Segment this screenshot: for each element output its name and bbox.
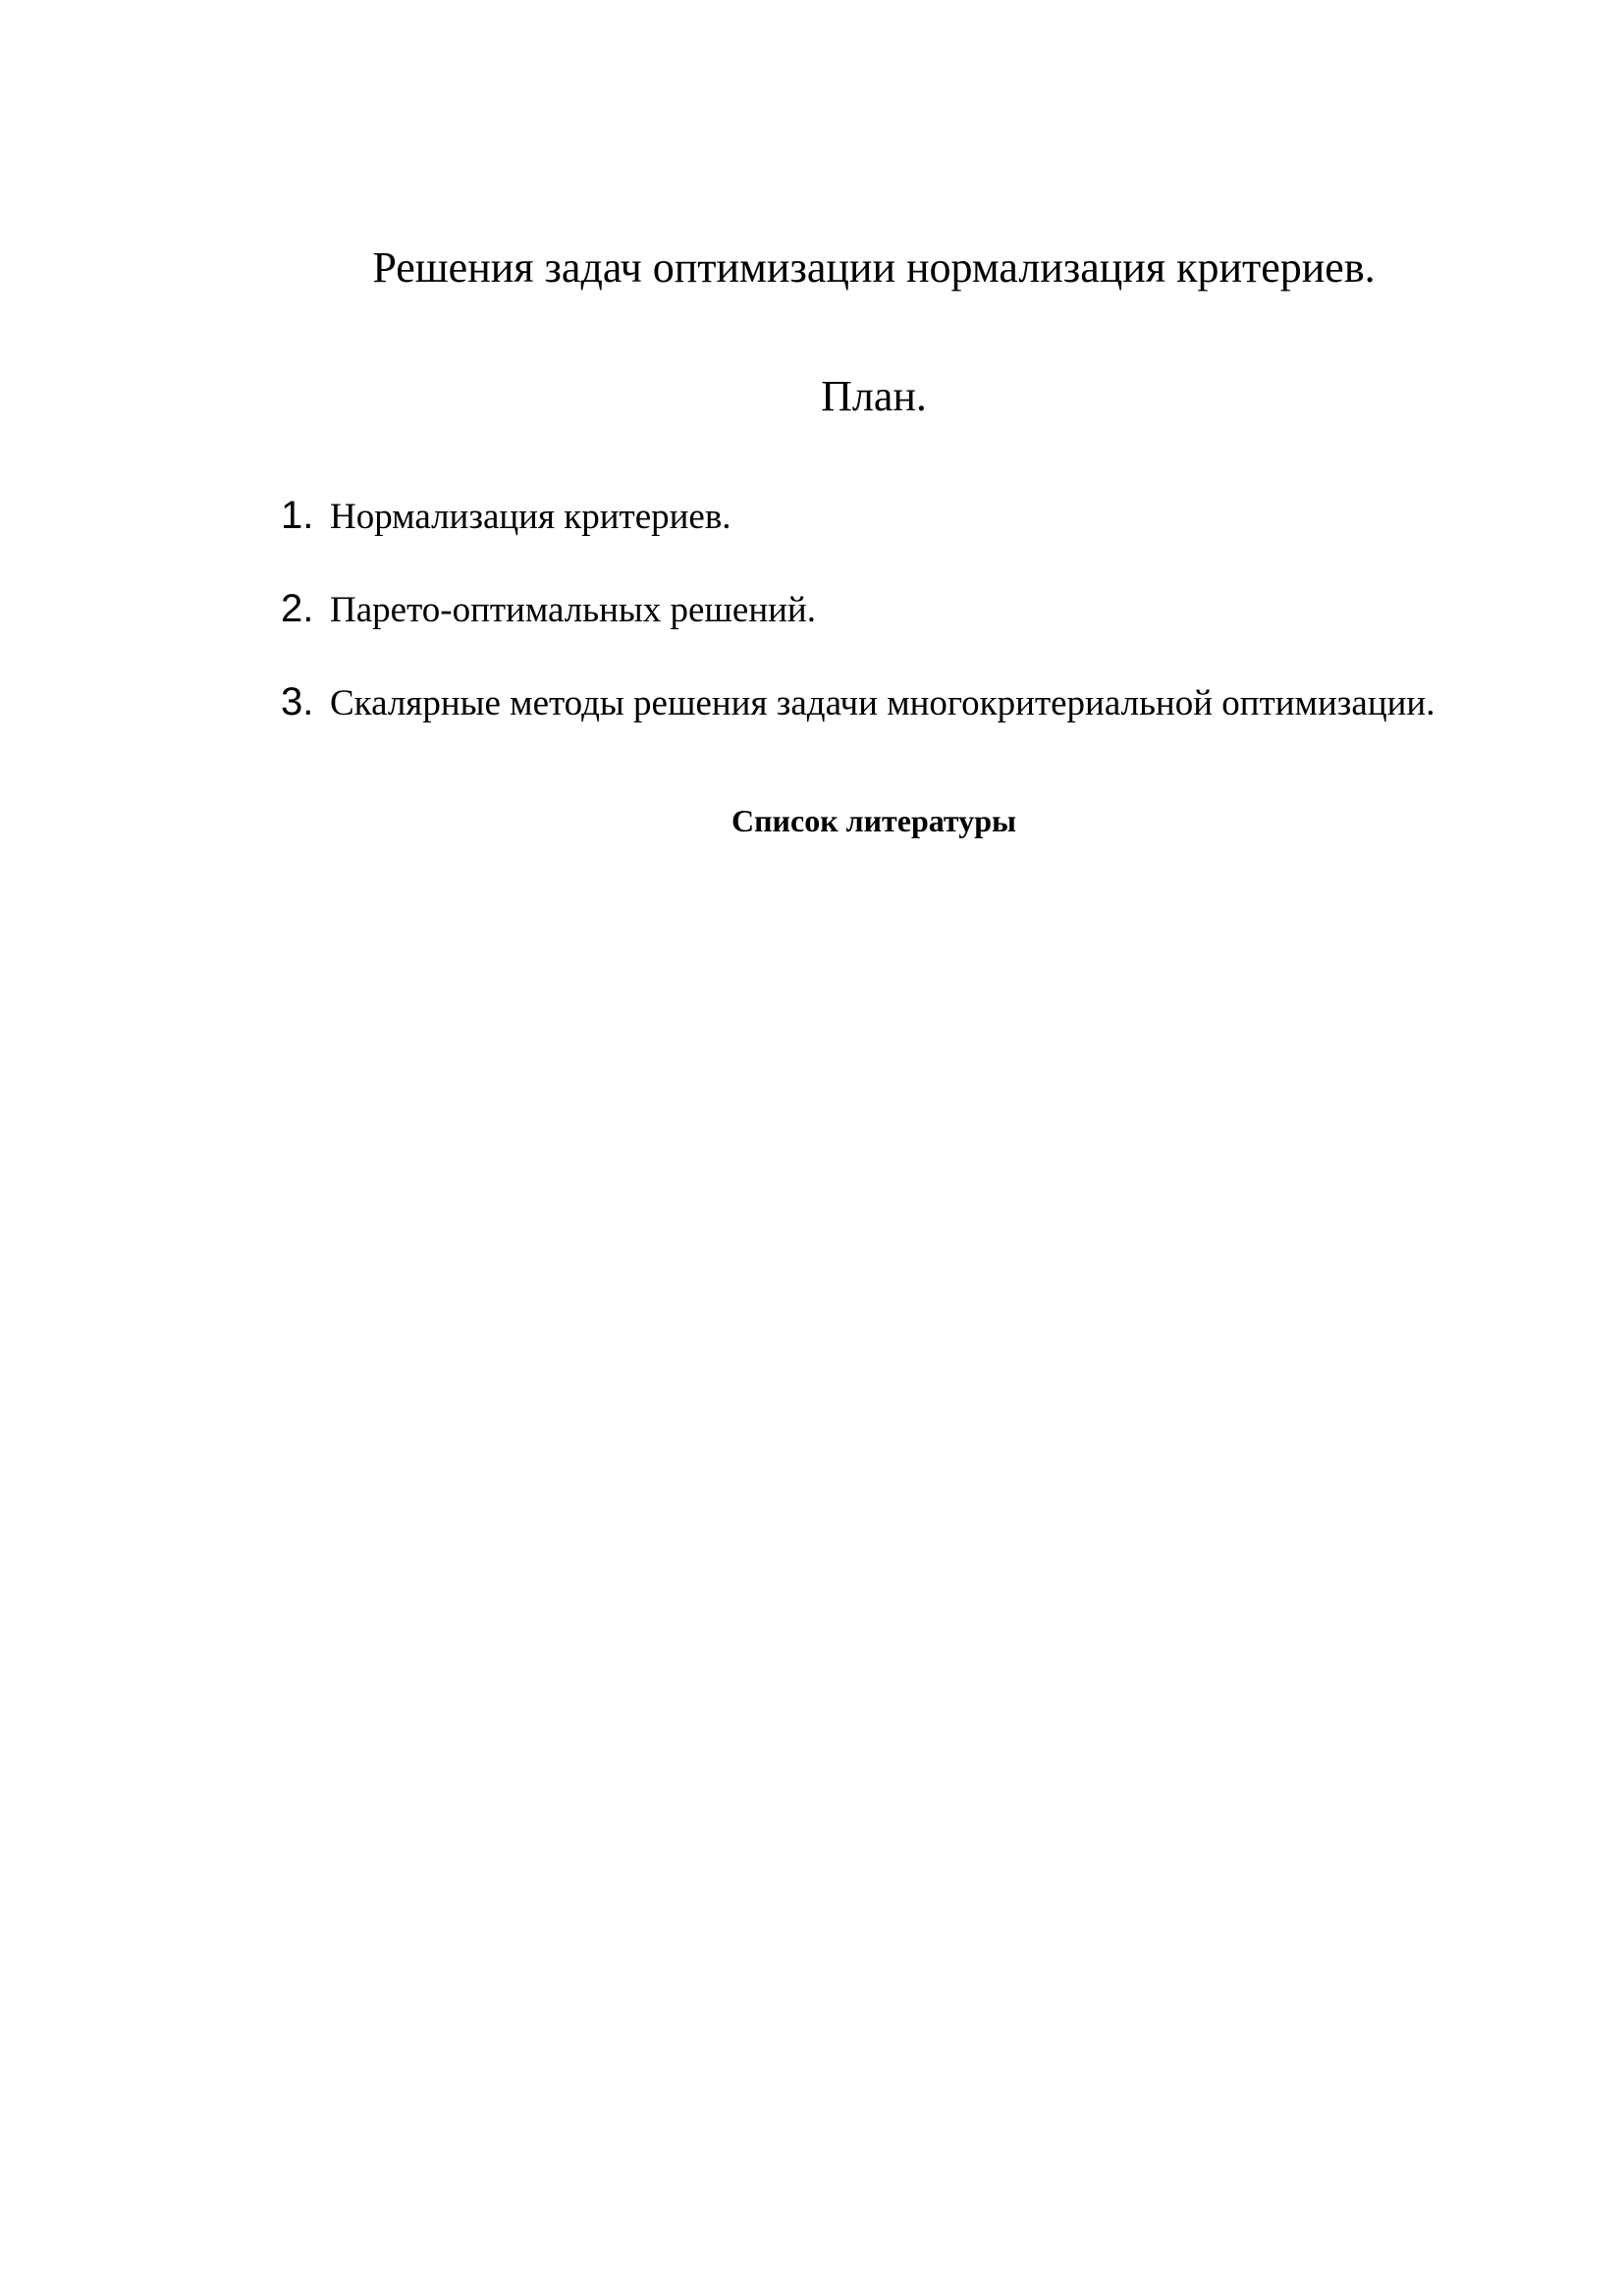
document-title: Решения задач оптимизации нормализация критериев. bbox=[372, 243, 1376, 292]
plan-item-text: Парето-оптимальных решений. bbox=[330, 590, 816, 630]
plan-item bbox=[281, 494, 731, 538]
plan-item-number: 3. bbox=[281, 680, 314, 723]
plan-item bbox=[281, 680, 1435, 724]
references-heading: Список литературы bbox=[731, 803, 1016, 838]
plan-item-number: 1. bbox=[281, 494, 314, 537]
plan-item-text: Нормализация критериев. bbox=[330, 497, 731, 537]
plan-heading: План. bbox=[821, 372, 927, 420]
plan-item-text: Скалярные методы решения задачи многокритериальной оптимизации. bbox=[330, 683, 1435, 723]
plan-item bbox=[281, 587, 816, 631]
plan-item-number: 2. bbox=[281, 587, 314, 630]
